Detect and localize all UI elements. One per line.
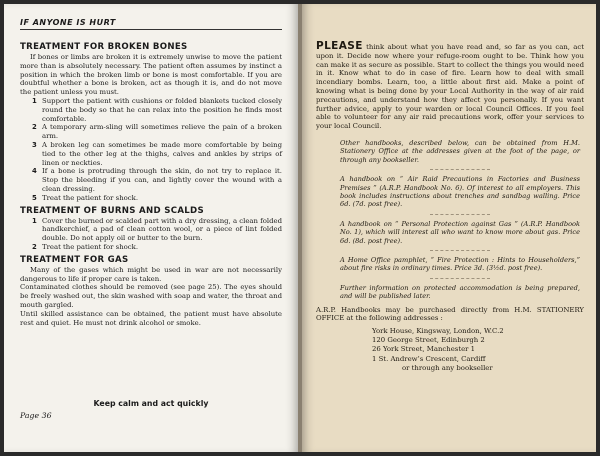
left-content (20, 42, 282, 327)
item-text: Support the patient with cushions or folded blankets tucked closely round the body so that he can relax into the position he finds most comfortable. (42, 96, 282, 123)
address-line: York House, Kingsway, London, W.C.2 (372, 327, 504, 336)
left-page (4, 4, 298, 452)
section-heading-burns: TREATMENT OF BURNS AND SCALDS (20, 205, 204, 216)
purchase-paragraph: A.R.P. Handbooks may be purchased directly from H.M. STATIONERY OFFICE at the following addresses : (316, 305, 584, 323)
note-item: Further information on protected accommodation is being prepared, and will be published later. (340, 283, 580, 301)
address-line: or through any bookseller (402, 363, 493, 372)
section-heading-broken-bones: TREATMENT FOR BROKEN BONES (20, 42, 188, 52)
list-item (32, 141, 282, 167)
item-text: A broken leg can sometimes be made more comfortable by being tied to the other leg at the thighs, calves and ankles by strips of linen or neckties. (42, 140, 282, 167)
please-paragraph (316, 42, 584, 131)
list-item (32, 97, 282, 123)
broken-bones-list (32, 97, 282, 203)
item-number: 4 (32, 167, 37, 176)
list-item (32, 194, 282, 203)
address-list (372, 327, 584, 372)
item-number: 2 (32, 123, 37, 132)
burns-list (32, 217, 282, 252)
item-text: Treat the patient for shock. (42, 242, 139, 251)
divider (430, 169, 490, 170)
right-page (302, 4, 596, 452)
divider (430, 214, 490, 215)
list-item (32, 123, 282, 141)
note-item: A handbook on “ Personal Protection against Gas ” (A.R.P. Handbook No. 1), which will interest all who want to know more about gas. Price 6d. (8d. post free). (340, 219, 580, 245)
handbook-notes (340, 139, 580, 301)
item-number: 1 (32, 96, 37, 105)
please-text: think about what you have read and, so far as you can, act upon it. Decide now where your refuge-room ought to be. Think how you can make it as secure as possible. Start to collect the things you would need in it. Know what to do in case of fire. Learn how to deal with small incendiary bombs. Learn, too, a little about first aid. Make a point of knowing what is being done by your Local Authority in the way of air raid precautions, and understand how they affect you personally. If you want further advice, apply to your warden or local Council Offices. If you feel able to volunteer for any air raid precautions work, offer your services to your local Council. (316, 43, 584, 131)
list-item (32, 217, 282, 243)
item-number: 5 (32, 193, 37, 202)
item-number: 3 (32, 140, 37, 149)
page-number: Page 36 (20, 411, 52, 420)
gas-paragraph: Many of the gases which might be used in war are not necessarily dangerous to life if proper care is taken. (20, 265, 282, 283)
note-item: Other handbooks, described below, can be obtained from H.M. Stationery Office at the addresses given at the foot of the page, or through any bookseller. (340, 138, 580, 164)
item-text: A temporary arm-sling will sometimes relieve the pain of a broken arm. (42, 123, 282, 141)
gas-paragraph: Contaminated clothes should be removed (see page 25). The eyes should be freely washed out, the skin washed with soap and water, the throat and mouth gargled. (20, 283, 282, 309)
closing-line: Keep calm and act quickly (93, 399, 209, 408)
address-line: 26 York Street, Manchester 1 (372, 345, 476, 354)
broken-bones-intro: If bones or limbs are broken it is extremely unwise to move the patient more than is absolutely necessary. The patient often assumes by instinct a position in which the broken limb or bone is most comfortable. If you are doubtful whether a bone is broken, act as though it is, and do not move the patient unless you must. (20, 53, 282, 97)
divider (430, 278, 490, 279)
right-content (316, 42, 584, 373)
item-text: Treat the patient for shock. (42, 193, 139, 202)
note-item: A handbook on “ Air Raid Precautions in Factories and Business Premises ” (A.R.P. Handbook No. 6). Of interest to all employers. This book includes instructions about trenches and sandbag walling. Price 6d. (7d. post free). (340, 175, 580, 209)
gas-paragraph: Until skilled assistance can be obtained, the patient must have absolute rest and quiet. He must not drink alcohol or smoke. (20, 309, 282, 327)
section-heading-gas: TREATMENT FOR GAS (20, 254, 129, 265)
list-item (32, 243, 282, 252)
item-text: Cover the burned or scalded part with a dry dressing, a clean folded handkerchief, a pad of clean cotton wool, or a piece of lint folded double. Do not apply oil or butter to the burn. (42, 216, 282, 243)
item-number: 1 (32, 216, 37, 225)
note-item: A Home Office pamphlet, “ Fire Protection : Hints to Householders,” about fire risks in ordinary times. Price 3d. (3½d. post free). (340, 256, 580, 273)
address-line: 120 George Street, Edinburgh 2 (372, 336, 485, 345)
please-word: PLEASE (316, 40, 363, 52)
list-item (32, 167, 282, 193)
running-head: IF ANYONE IS HURT (20, 18, 282, 30)
item-number: 2 (32, 242, 37, 251)
divider (430, 250, 490, 251)
item-text: If a bone is protruding through the skin, do not try to replace it. Stop the bleeding if you can, and lightly cover the wound with a clean dressing. (42, 167, 282, 193)
address-line: 1 St. Andrew’s Crescent, Cardiff (372, 354, 486, 363)
